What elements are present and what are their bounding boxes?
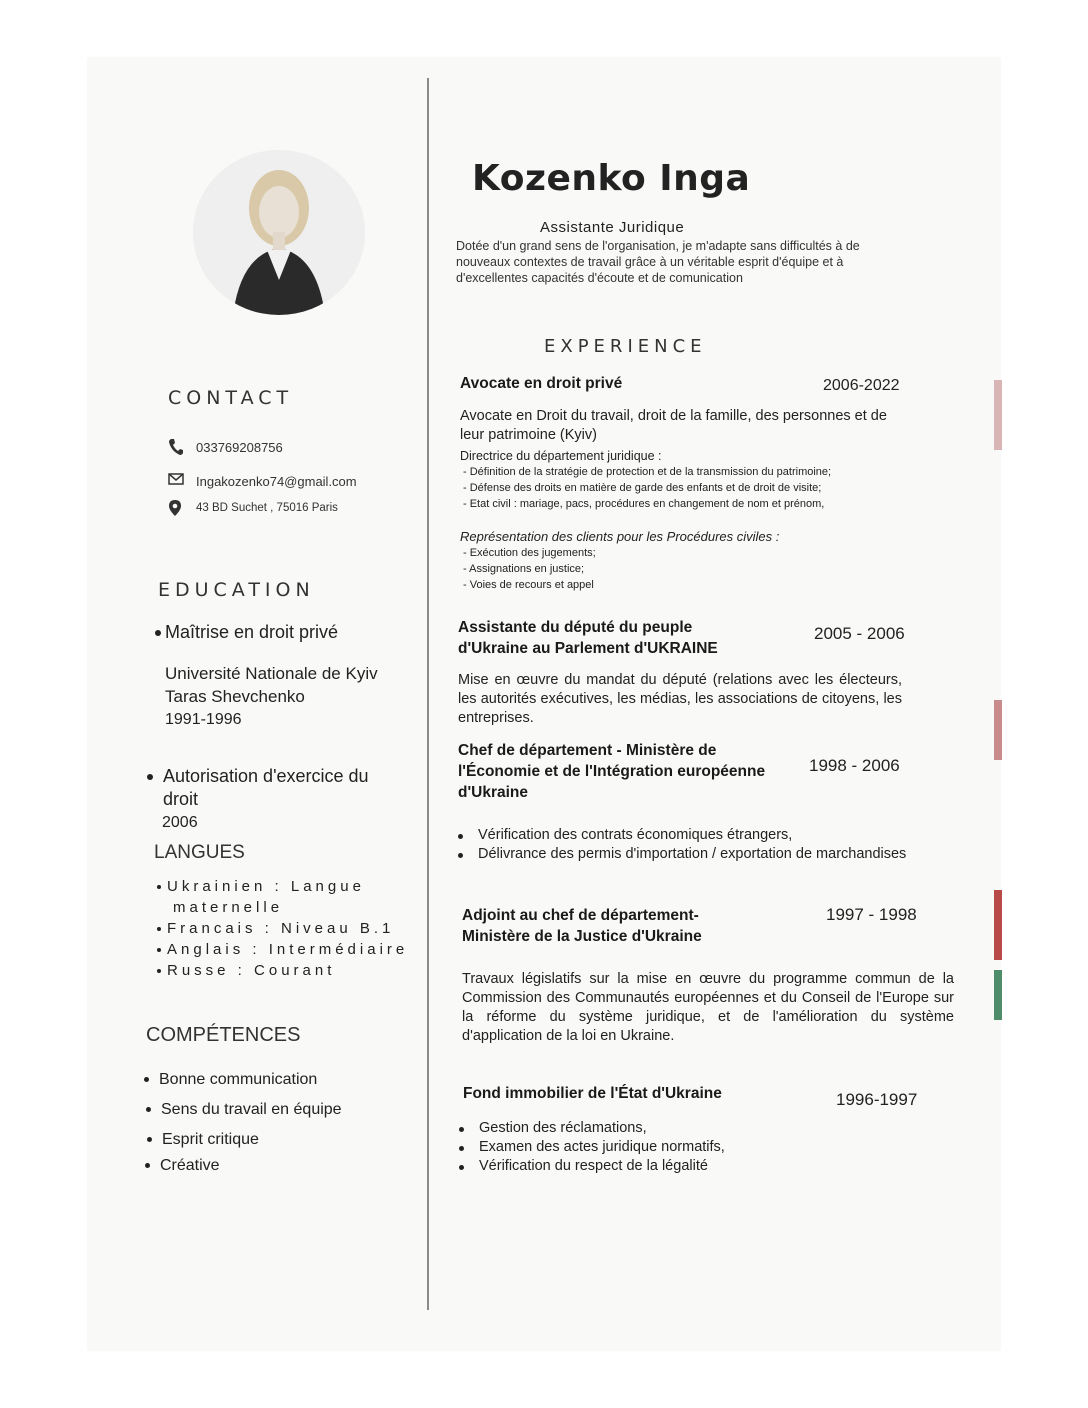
page-edge-red: [994, 700, 1002, 760]
skill-item: Esprit critique: [147, 1131, 259, 1149]
page-edge-red: [994, 380, 1002, 450]
list-item: - Voies de recours et appel: [463, 579, 594, 591]
job-title: Fond immobilier de l'État d'Ukraine: [463, 1085, 722, 1102]
email-address[interactable]: Ingakozenko74@gmail.com: [196, 473, 357, 489]
location-pin-icon: [168, 499, 186, 517]
list-item: Gestion des réclamations,: [459, 1119, 939, 1138]
description-line: leur patrimoine (Kyiv): [460, 427, 597, 443]
job-title: Assistante Juridique: [540, 219, 685, 236]
language-item: maternelle: [173, 899, 284, 916]
skill-item: Sens du travail en équipe: [146, 1101, 342, 1119]
phone-number[interactable]: 033769208756: [196, 439, 283, 455]
school-name: Université Nationale de Kyiv: [165, 664, 378, 683]
list-item: Examen des actes juridique normatifs,: [459, 1138, 939, 1157]
job-dates: 2005 - 2006: [814, 624, 905, 643]
phone-icon: [168, 438, 186, 456]
job-description: Mise en œuvre du mandat du député (relations avec les électeurs, les autorités exécutives, les médias, les associations de citoyens, les entreprises.: [458, 672, 902, 726]
degree-title: Autorisation d'exercice du: [163, 766, 369, 786]
language-item: Russe : Courant: [157, 960, 408, 981]
skills-heading: COMPÉTENCES: [146, 1024, 301, 1046]
job-dates: 1998 - 2006: [809, 756, 900, 775]
school-name: Taras Shevchenko: [165, 687, 305, 706]
list-item: - Définition de la stratégie de protection et de la transmission du patrimoine;: [463, 466, 832, 478]
job-task-list: [458, 826, 944, 864]
page-edge-green: [994, 970, 1002, 1020]
job-title: Avocate en droit privé: [460, 375, 623, 392]
email-row: [168, 472, 357, 490]
column-divider: [427, 78, 429, 1310]
skill-item: Créative: [145, 1157, 220, 1175]
education-heading: EDUCATION: [158, 579, 315, 601]
list-item: - Assignations en justice;: [463, 563, 585, 575]
degree-title: Maîtrise en droit privé: [165, 622, 339, 642]
list-item: - Défense des droits en matière de garde des enfants et de droit de visite;: [463, 482, 822, 494]
job-subsection: [460, 529, 940, 593]
bullet: [155, 630, 161, 636]
languages-list: [157, 876, 408, 981]
contact-heading: CONTACT: [168, 387, 294, 409]
avatar: [193, 150, 365, 315]
education-details: [165, 662, 378, 731]
education-item: [155, 622, 338, 643]
job-subsection: [460, 448, 940, 512]
job-dates: 1996-1997: [836, 1090, 918, 1109]
job-description: Travaux législatifs sur la mise en œuvre du programme commun de la Commission des Communautés européennes et du Conseil de l'Europe sur la réforme du système juridique, et de l'amélioration du système d'application de la loi en Ukraine.: [462, 971, 954, 1044]
list-item: Délivrance des permis d'importation / exportation de marchandises: [458, 845, 944, 864]
phone-row: [168, 438, 283, 456]
job-description: [460, 407, 960, 445]
list-item: - Etat civil : mariage, pacs, procédures en changement de nom et prénom,: [463, 498, 825, 510]
skill-item: Bonne communication: [144, 1071, 317, 1089]
education-years: 1991-1996: [165, 711, 242, 728]
job-title: Chef de département - Ministère de l'Économie et de l'Intégration européenne d'Ukraine: [458, 742, 766, 801]
job-title: Adjoint au chef de département- Ministère de la Justice d'Ukraine: [462, 907, 702, 945]
mail-icon: [168, 472, 186, 490]
subsection-heading: Directrice du département juridique :: [460, 449, 662, 463]
candidate-name: Kozenko Inga: [472, 158, 751, 199]
languages-heading: LANGUES: [154, 842, 245, 863]
education-item: [147, 765, 369, 834]
list-item: Vérification du respect de la légalité: [459, 1157, 939, 1176]
job-dates: 1997 - 1998: [826, 905, 917, 924]
address-text: 43 BD Suchet , 75016 Paris: [196, 502, 338, 514]
address-row: [168, 499, 338, 517]
degree-title: droit: [163, 789, 199, 809]
description-line: Avocate en Droit du travail, droit de la famille, des personnes et de: [460, 408, 887, 424]
page-edge-red: [994, 890, 1002, 960]
bullet: [147, 774, 153, 780]
subsection-heading: Représentation des clients pour les Procédures civiles :: [460, 529, 780, 544]
language-item: Anglais : Intermédiaire: [157, 939, 408, 960]
language-item: Francais : Niveau B.1: [157, 918, 408, 939]
job-dates: 2006-2022: [823, 377, 900, 394]
job-title: Assistante du député du peuple d'Ukraine au Parlement d'UKRAINE: [458, 619, 718, 657]
language-item: Ukrainien : Langue: [157, 876, 408, 897]
profile-summary: Dotée d'un grand sens de l'organisation, je m'adapte sans difficultés à de nouveaux contextes de travail grâce à un véritable esprit d'équipe et à d'excellentes capacités d'écoute et de comunication: [456, 239, 860, 285]
job-task-list: [459, 1119, 939, 1176]
list-item: Vérification des contrats économiques étrangers,: [458, 826, 944, 845]
education-years: 2006: [162, 814, 198, 831]
experience-heading: EXPERIENCE: [544, 336, 707, 357]
list-item: - Exécution des jugements;: [463, 547, 596, 559]
